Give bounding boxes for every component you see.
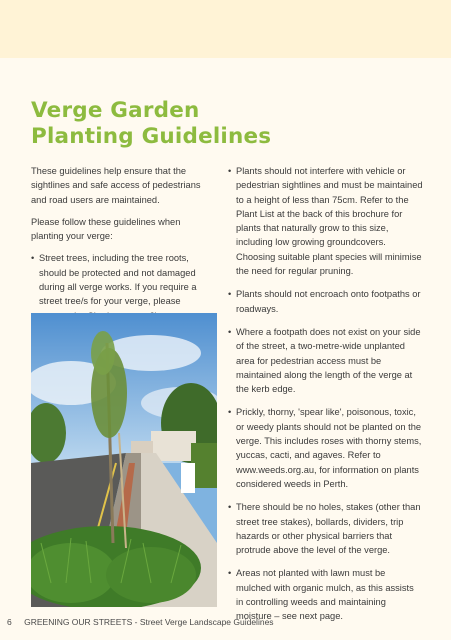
guideline-item — [228, 566, 423, 623]
guideline-item — [228, 500, 423, 557]
right-column — [228, 164, 423, 633]
title-line-2: Planting Guidelines — [31, 124, 272, 149]
bullet-glyph: • — [228, 326, 232, 337]
bullet-glyph: • — [228, 289, 232, 300]
page-footer — [7, 617, 274, 627]
guideline-text: Plants should not encroach onto footpaths or roadways. — [236, 289, 421, 314]
top-band — [0, 0, 451, 58]
guideline-text: Areas not planted with lawn must be mulched with organic mulch, as this assists in controlling weeds and maintaining moisture – see next page. — [236, 568, 414, 622]
guideline-item — [228, 325, 423, 396]
bullet-glyph: • — [228, 568, 232, 579]
guideline-text: Street trees, including the tree roots, should be protected and not damaged during all verge works. If you require a street tree/s for your verge, please — [39, 253, 197, 307]
guideline-text: There should be no holes, stakes (other than street tree stakes), bollards, dividers, trip hazards or other physical barriers that protrude above the level of the verge. — [236, 502, 421, 556]
guideline-text: Plants should not interfere with vehicle or pedestrian sightlines and must be maintained to a height of less than 75cm. Refer to the Plant List at the back of this brochure for plants that naturally grow to this size, including low growing groundcovers. Choosing suitable plant species will minimise the need for regular pruning. — [236, 166, 423, 277]
guideline-text: Where a footpath does not exist on your side of the street, a two-metre-wide unplanted area for pedestrian access must be maintained along the length of the verge at the kerb edge. — [236, 326, 421, 395]
page-title — [31, 98, 351, 150]
bullet-glyph: • — [31, 253, 35, 264]
guideline-item — [228, 405, 423, 491]
guideline-item — [228, 164, 423, 278]
guideline-item — [228, 287, 423, 316]
page-number: 6 — [7, 617, 12, 627]
bullet-glyph: • — [228, 407, 232, 418]
bullet-glyph: • — [228, 166, 232, 176]
title-line-1: Verge Garden — [31, 98, 200, 123]
bullet-glyph: • — [228, 502, 232, 513]
guideline-text: Prickly, thorny, 'spear like', poisonous, toxic, or weedy plants should not be planted on the verge. This includes roses with thorny stems, yuccas, cacti, and agaves. Refer to www.weeds.org.au, for information on plants considered weeds in Perth. — [236, 407, 422, 489]
footer-text: GREENING OUR STREETS - Street Verge Landscape Guidelines — [24, 617, 274, 627]
verge-garden-photo — [31, 313, 217, 607]
left-column — [31, 164, 211, 332]
follow-paragraph: Please follow these guidelines when planting your verge: — [31, 216, 181, 242]
street-scene-illustration — [31, 313, 217, 607]
intro-paragraph: These guidelines help ensure that the sightlines and safe access of pedestrians and road users are maintained. — [31, 166, 201, 205]
